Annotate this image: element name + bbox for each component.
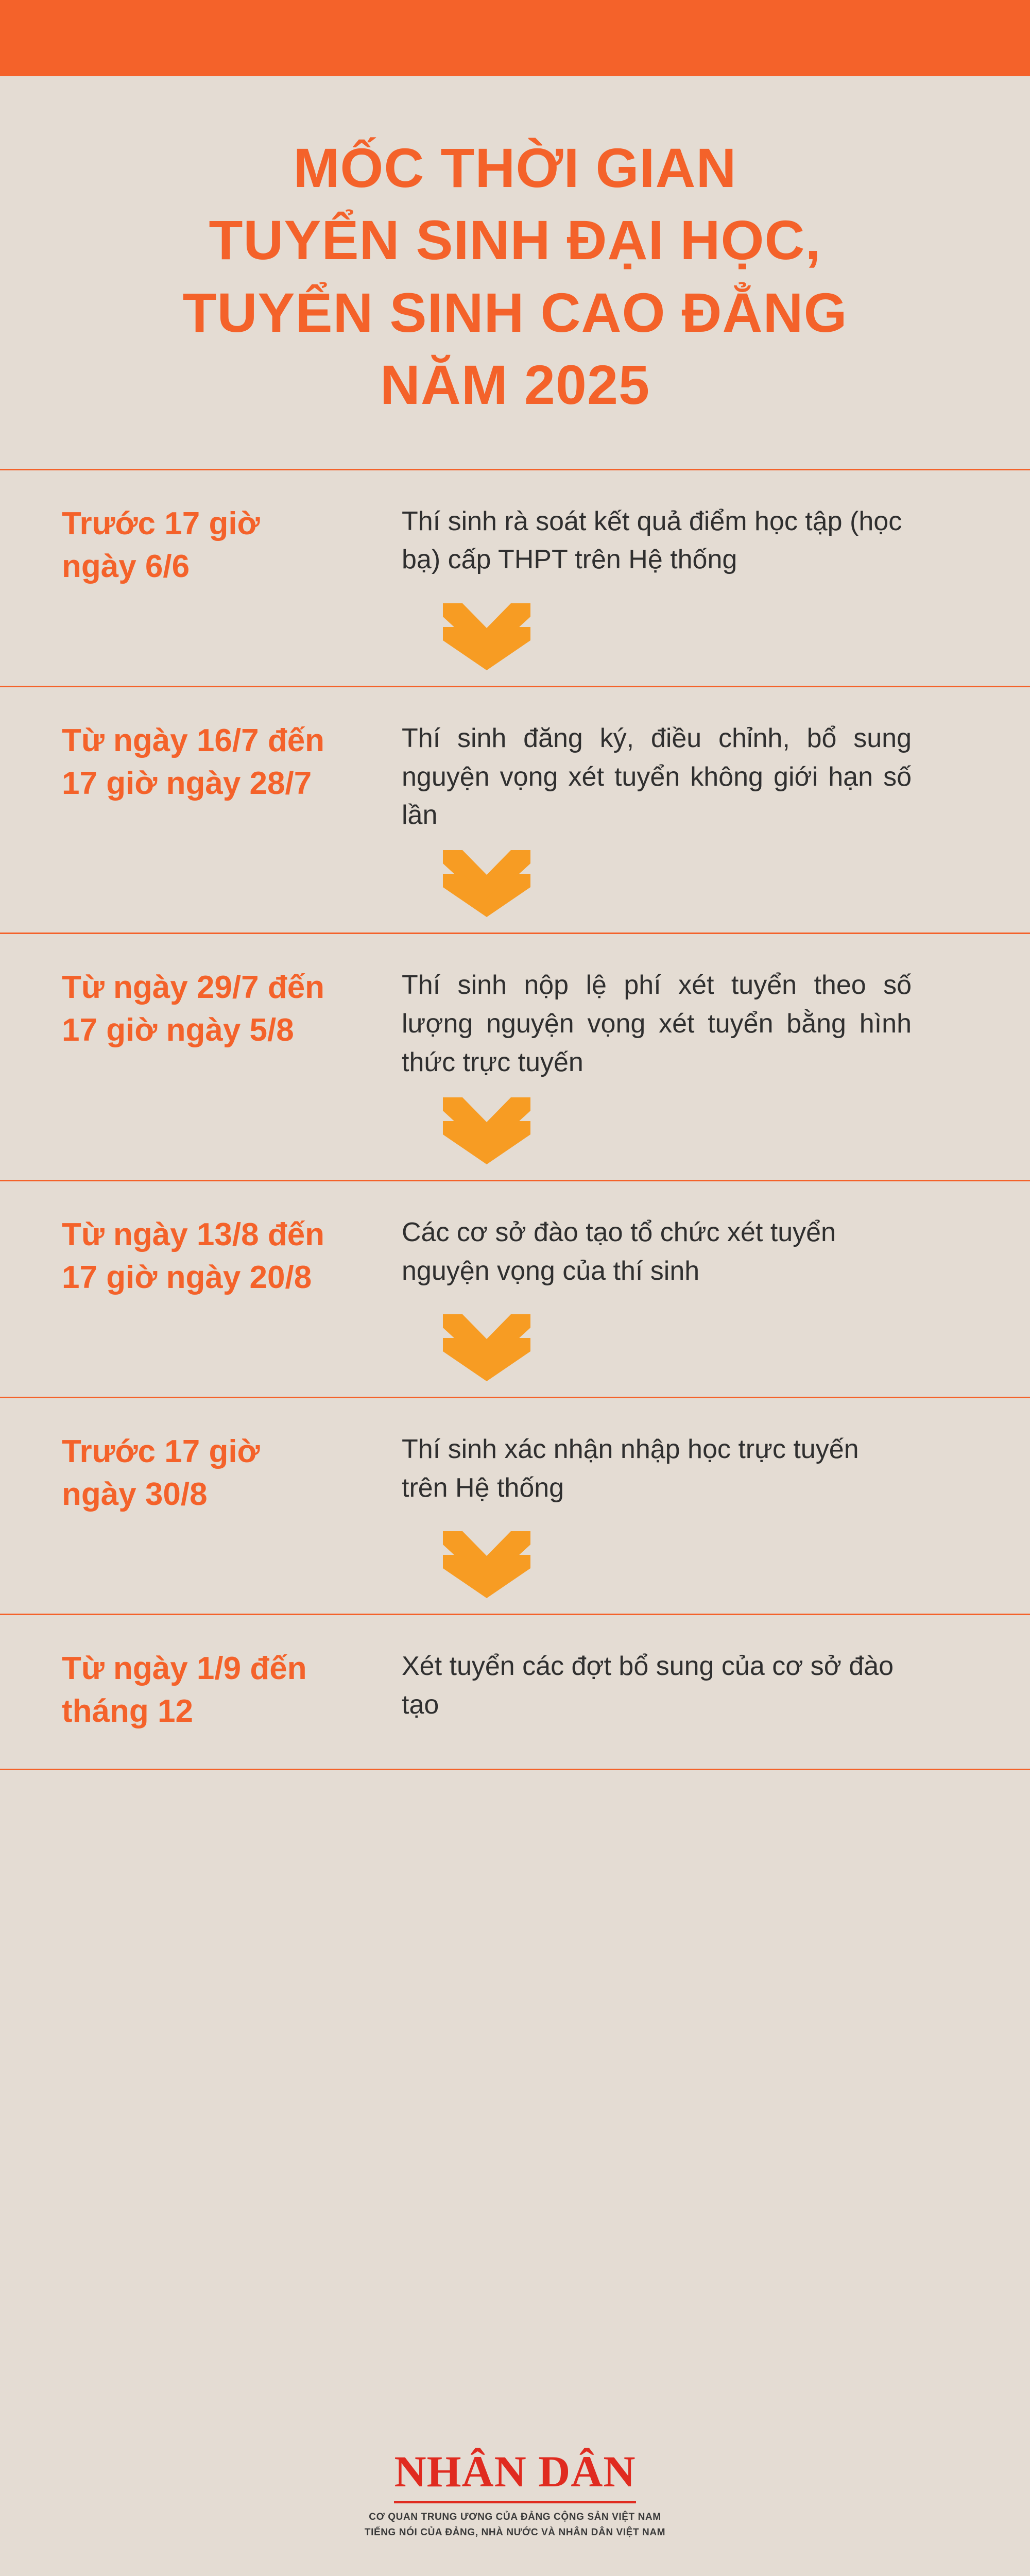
page-title	[0, 76, 1030, 469]
nhan-dan-logo: NHÂN DÂN	[394, 2447, 636, 2497]
timeline-row-date-line: tháng 12	[62, 1693, 193, 1730]
double-chevron-down-icon	[443, 1314, 530, 1381]
timeline-row-description: Thí sinh nộp lệ phí xét tuyển theo số lượng nguyện vọng xét tuyển bằng hình thức trực tuyến	[402, 970, 912, 1078]
logo-subtitle-line-1: CƠ QUAN TRUNG ƯƠNG CỦA ĐẢNG CỘNG SẢN VIỆT NAM	[369, 2512, 661, 2523]
divider	[0, 1769, 1030, 1770]
timeline-row-date-line: Từ ngày 1/9 đến	[62, 1651, 307, 1687]
timeline-row-date-line: Trước 17 giờ	[62, 505, 260, 541]
arrow-connector	[0, 835, 1030, 933]
timeline-row-description: Xét tuyển các đợt bổ sung của cơ sở đào tạo	[402, 1651, 894, 1720]
timeline-row-description: Các cơ sở đào tạo tổ chức xét tuyển nguyện vọng của thí sinh	[402, 1217, 836, 1286]
logo-subtitle-line-2: TIẾNG NÓI CỦA ĐẢNG, NHÀ NƯỚC VÀ NHÂN DÂN VIỆT NAM	[364, 2527, 666, 2538]
timeline-row-date-line: 17 giờ ngày 28/7	[62, 765, 312, 801]
timeline-row-date	[0, 1430, 402, 1516]
timeline-row-description: Thí sinh rà soát kết quả điểm học tập (học bạ) cấp THPT trên Hệ thống	[402, 506, 902, 575]
title-line-3: TUYỂN SINH CAO ĐẲNG	[182, 281, 848, 344]
timeline-row-description: Thí sinh xác nhận nhập học trực tuyến trên Hệ thống	[402, 1434, 859, 1503]
timeline-row-date	[0, 966, 402, 1052]
title-line-4: NĂM 2025	[380, 353, 650, 416]
title-line-1: MỐC THỜI GIAN	[293, 137, 737, 199]
double-chevron-down-icon	[443, 603, 530, 670]
timeline-row-date-line: ngày 6/6	[62, 548, 190, 584]
logo-divider	[394, 2501, 636, 2503]
timeline-row-date-line: 17 giờ ngày 5/8	[62, 1012, 294, 1048]
double-chevron-down-icon	[443, 850, 530, 917]
timeline-row-date-line: Trước 17 giờ	[62, 1434, 260, 1470]
timeline-row-date-line: Từ ngày 16/7 đến	[62, 722, 325, 758]
timeline-row	[0, 934, 1030, 1082]
double-chevron-down-icon	[443, 1531, 530, 1598]
title-line-2: TUYỂN SINH ĐẠI HỌC,	[209, 209, 821, 272]
timeline-row-description: Thí sinh đăng ký, điều chỉnh, bổ sung nguyện vọng xét tuyển không giới hạn số lần	[402, 723, 912, 831]
timeline-row-date	[0, 719, 402, 805]
footer	[0, 2405, 1030, 2576]
timeline-row	[0, 1398, 1030, 1516]
timeline-row-date-line: 17 giờ ngày 20/8	[62, 1260, 312, 1296]
timeline-row-date-line: Từ ngày 29/7 đến	[62, 970, 325, 1006]
timeline	[0, 469, 1030, 2405]
timeline-row	[0, 1181, 1030, 1299]
timeline-row-date	[0, 1213, 402, 1299]
timeline-row-date-line: Từ ngày 13/8 đến	[62, 1216, 325, 1252]
arrow-connector	[0, 1299, 1030, 1397]
timeline-row	[0, 1615, 1030, 1733]
timeline-row-date-line: ngày 30/8	[62, 1477, 208, 1513]
arrow-connector	[0, 588, 1030, 686]
timeline-row-date	[0, 1647, 402, 1733]
arrow-connector	[0, 1082, 1030, 1180]
timeline-row	[0, 470, 1030, 588]
timeline-row-date	[0, 502, 402, 588]
double-chevron-down-icon	[443, 1097, 530, 1164]
timeline-row	[0, 687, 1030, 835]
top-accent-bar	[0, 0, 1030, 76]
arrow-connector	[0, 1516, 1030, 1614]
